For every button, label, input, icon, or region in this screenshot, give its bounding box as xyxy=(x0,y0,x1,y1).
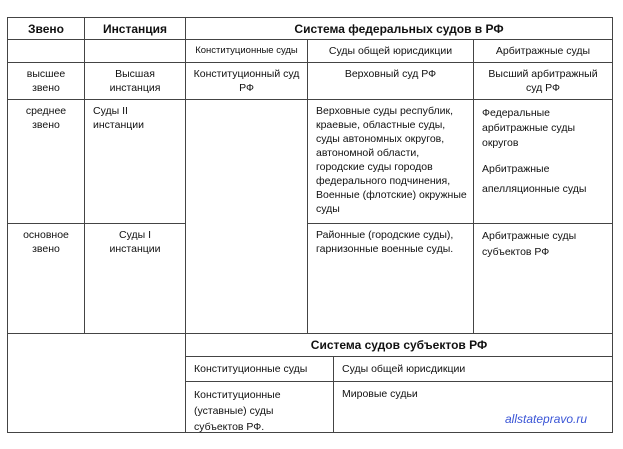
highest-arbitration: Высший арбитражный суд РФ xyxy=(473,62,613,100)
base-level: основное звено xyxy=(7,223,85,334)
col-constitutional: Конституционные суды xyxy=(185,39,308,63)
middle-arbitration-federal: Федеральные арбитражные суды округов xyxy=(482,107,575,149)
subjects-constitutional: Конституционные (уставные) суды субъектов РФ. xyxy=(185,381,334,433)
watermark: allstatepravo.ru xyxy=(505,412,588,426)
col-general: Суды общей юрисдикции xyxy=(307,39,474,63)
subjects-col-constitutional: Конституционные суды xyxy=(185,356,334,382)
base-arbitration: Арбитражные суды субъектов РФ xyxy=(473,223,613,334)
highest-constitutional: Конституционный суд РФ xyxy=(185,62,308,100)
highest-level: высшее звено xyxy=(7,62,85,100)
empty-cell xyxy=(7,333,186,433)
empty-cell xyxy=(84,39,186,63)
subjects-general: Мировые судьи xyxy=(333,381,613,433)
header-instance: Инстанция xyxy=(84,17,186,40)
middle-instance xyxy=(84,99,186,224)
base-instance: Суды I инстанции xyxy=(84,223,186,334)
highest-instance: Высшая инстанция xyxy=(84,62,186,100)
middle-arbitration xyxy=(473,99,613,224)
col-arbitration: Арбитражные суды xyxy=(473,39,613,63)
empty-cell xyxy=(7,39,85,63)
subjects-title: Система судов субъектов РФ xyxy=(185,333,613,357)
base-general: Районные (городские суды), гарнизонные военные суды. xyxy=(307,223,474,334)
highest-general: Верховный суд РФ xyxy=(307,62,474,100)
constitutional-merged-empty xyxy=(185,99,308,334)
middle-level: среднее звено xyxy=(7,99,85,224)
subjects-col-general: Суды общей юрисдикции xyxy=(333,356,613,382)
header-level: Звено xyxy=(7,17,85,40)
header-federal-system: Система федеральных судов в РФ xyxy=(185,17,613,40)
middle-instance-text: Суды II инстанции xyxy=(93,105,144,131)
middle-general: Верховные суды республик, краевые, областные суды, суды автономных округов, автономной области, городские суды городов федерального подчинения, Военные (флотские) окружные суды xyxy=(307,99,474,224)
middle-arbitration-appeal: Арбитражные апелляционные суды xyxy=(482,163,587,195)
